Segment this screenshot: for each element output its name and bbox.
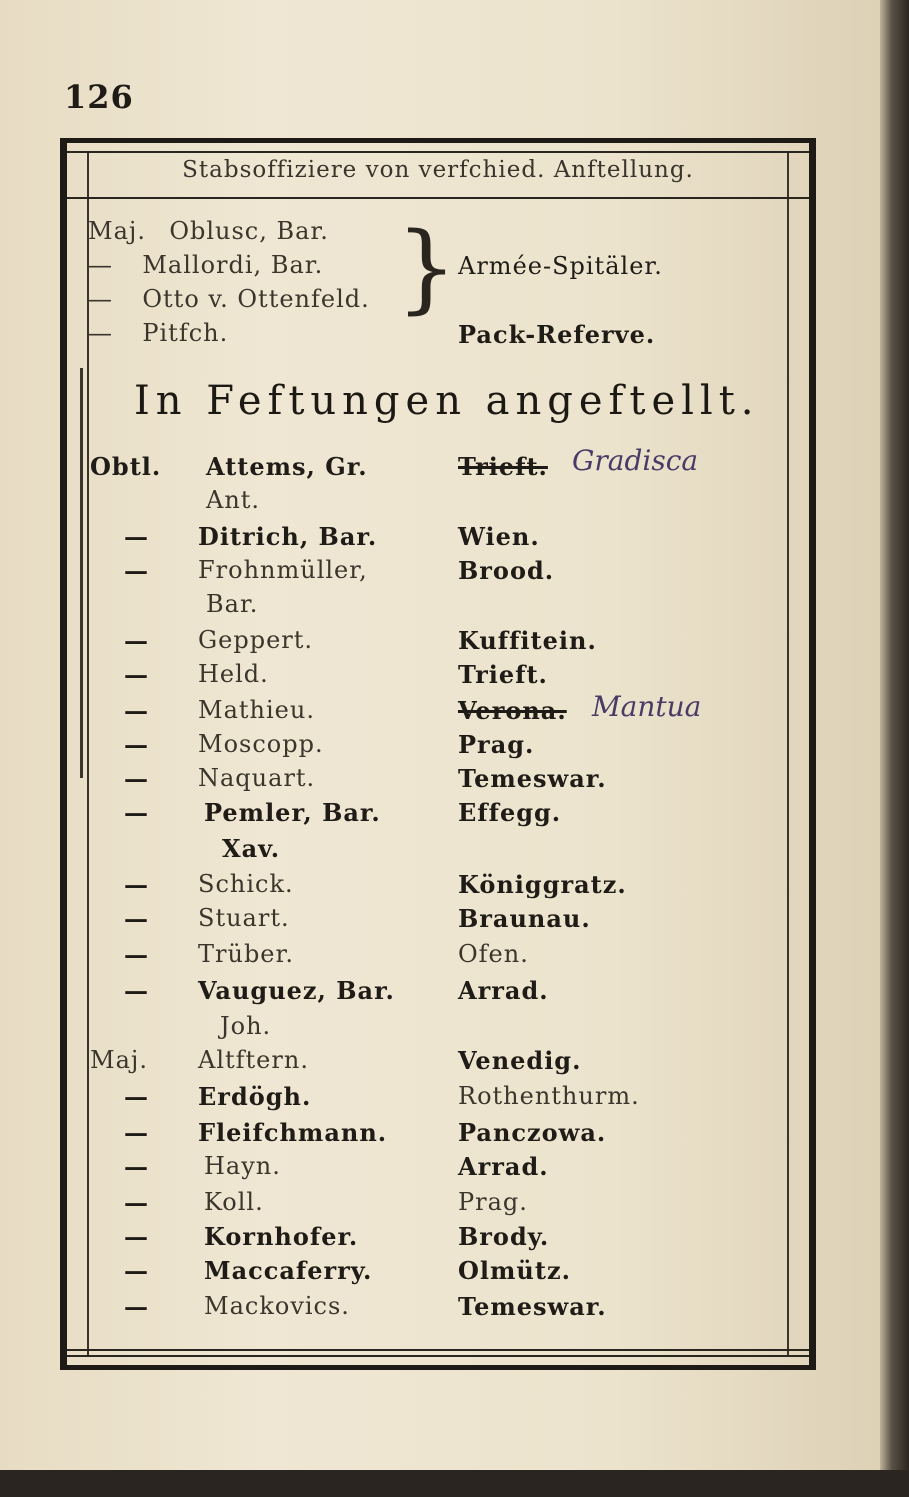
name: Pemler, Bar. xyxy=(204,798,381,827)
rank: — xyxy=(124,1292,149,1321)
rank: — xyxy=(124,870,149,899)
rank: — xyxy=(124,764,149,793)
name: Frohnmüller, xyxy=(198,556,368,584)
top-row xyxy=(88,318,228,347)
rank: — xyxy=(88,285,113,313)
rank: — xyxy=(124,626,149,655)
place: Brody. xyxy=(458,1222,550,1251)
name: Pitfch. xyxy=(142,319,229,347)
place: Wien. xyxy=(458,522,540,551)
name: Fleifchmann. xyxy=(198,1118,388,1147)
place: Trieft. xyxy=(458,660,548,689)
name: Koll. xyxy=(204,1188,264,1216)
rank: — xyxy=(124,1118,149,1147)
handwritten-note: Gradisca xyxy=(572,444,699,477)
rank: — xyxy=(124,1256,149,1285)
brace-glyph: } xyxy=(396,212,458,324)
rank: — xyxy=(124,904,149,933)
rank: Obtl. xyxy=(90,452,162,481)
place: Venedig. xyxy=(458,1046,582,1075)
place: Kuffitein. xyxy=(458,626,597,655)
name: Schick. xyxy=(198,870,294,898)
place-pack: Pack-Referve. xyxy=(458,320,656,349)
handwritten-note: Mantua xyxy=(592,690,702,723)
name-cont: Joh. xyxy=(220,1012,272,1040)
top-row xyxy=(88,284,370,313)
place-struck: Verona. xyxy=(458,696,567,725)
name-cont: Xav. xyxy=(222,834,281,863)
place: Prag. xyxy=(458,730,535,759)
rank: — xyxy=(88,319,113,347)
name: Naquart. xyxy=(198,764,316,792)
rank: — xyxy=(124,1152,149,1181)
page-number: 126 xyxy=(64,78,134,116)
bottom-rule xyxy=(67,1349,809,1357)
place: Panczowa. xyxy=(458,1118,607,1147)
rank: — xyxy=(88,251,113,279)
name: Geppert. xyxy=(198,626,314,654)
place: Rothenthurm. xyxy=(458,1082,640,1110)
place: Brood. xyxy=(458,556,555,585)
rank: — xyxy=(124,940,149,969)
rank: — xyxy=(124,1222,149,1251)
name: Attems, Gr. xyxy=(206,452,368,481)
place: Arrad. xyxy=(458,1152,549,1181)
place: Braunau. xyxy=(458,904,591,933)
rank: — xyxy=(124,798,149,827)
place: Prag. xyxy=(458,1188,528,1216)
section-heading: In Feftungen angeftellt. xyxy=(134,378,760,424)
name: Ditrich, Bar. xyxy=(198,522,378,551)
name: Otto v. Ottenfeld. xyxy=(142,285,370,313)
name-cont: Ant. xyxy=(206,486,261,514)
rank: — xyxy=(124,660,149,689)
header-title: Stabsoffiziere von verfchied. Anftellung. xyxy=(182,157,694,183)
page-edge xyxy=(880,0,909,1497)
place-armee: Armée-Spitäler. xyxy=(458,252,663,280)
top-row xyxy=(88,250,323,279)
name: Held. xyxy=(198,660,269,688)
name: Vauguez, Bar. xyxy=(198,976,395,1005)
rank: — xyxy=(124,1188,149,1217)
name: Kornhofer. xyxy=(204,1222,359,1251)
rank: Maj. xyxy=(88,217,146,245)
place: Ofen. xyxy=(458,940,529,968)
place: Königgratz. xyxy=(458,870,627,899)
rank: — xyxy=(124,522,149,551)
place-struck: Trieft. xyxy=(458,452,548,481)
name: Stuart. xyxy=(198,904,290,932)
name: Hayn. xyxy=(204,1152,281,1180)
place: Effegg. xyxy=(458,798,562,827)
name: Trüber. xyxy=(198,940,294,968)
page-bottom-edge xyxy=(0,1470,909,1497)
rank: — xyxy=(124,556,149,585)
margin-line xyxy=(80,368,83,778)
name-cont: Bar. xyxy=(206,590,259,618)
rank: — xyxy=(124,696,149,725)
name: Mathieu. xyxy=(198,696,315,724)
name: Moscopp. xyxy=(198,730,324,758)
place: Temeswar. xyxy=(458,764,607,793)
place: Olmütz. xyxy=(458,1256,571,1285)
top-row xyxy=(88,216,329,245)
name: Altftern. xyxy=(198,1046,309,1074)
name: Mallordi, Bar. xyxy=(142,251,324,279)
name: Oblusc, Bar. xyxy=(169,217,329,245)
place: Arrad. xyxy=(458,976,549,1005)
rank: — xyxy=(124,976,149,1005)
rank: Maj. xyxy=(90,1046,148,1074)
name: Erdögh. xyxy=(198,1082,312,1111)
rank: — xyxy=(124,1082,149,1111)
name: Maccaferry. xyxy=(204,1256,373,1285)
rank: — xyxy=(124,730,149,759)
name: Mackovics. xyxy=(204,1292,350,1320)
place: Temeswar. xyxy=(458,1292,607,1321)
